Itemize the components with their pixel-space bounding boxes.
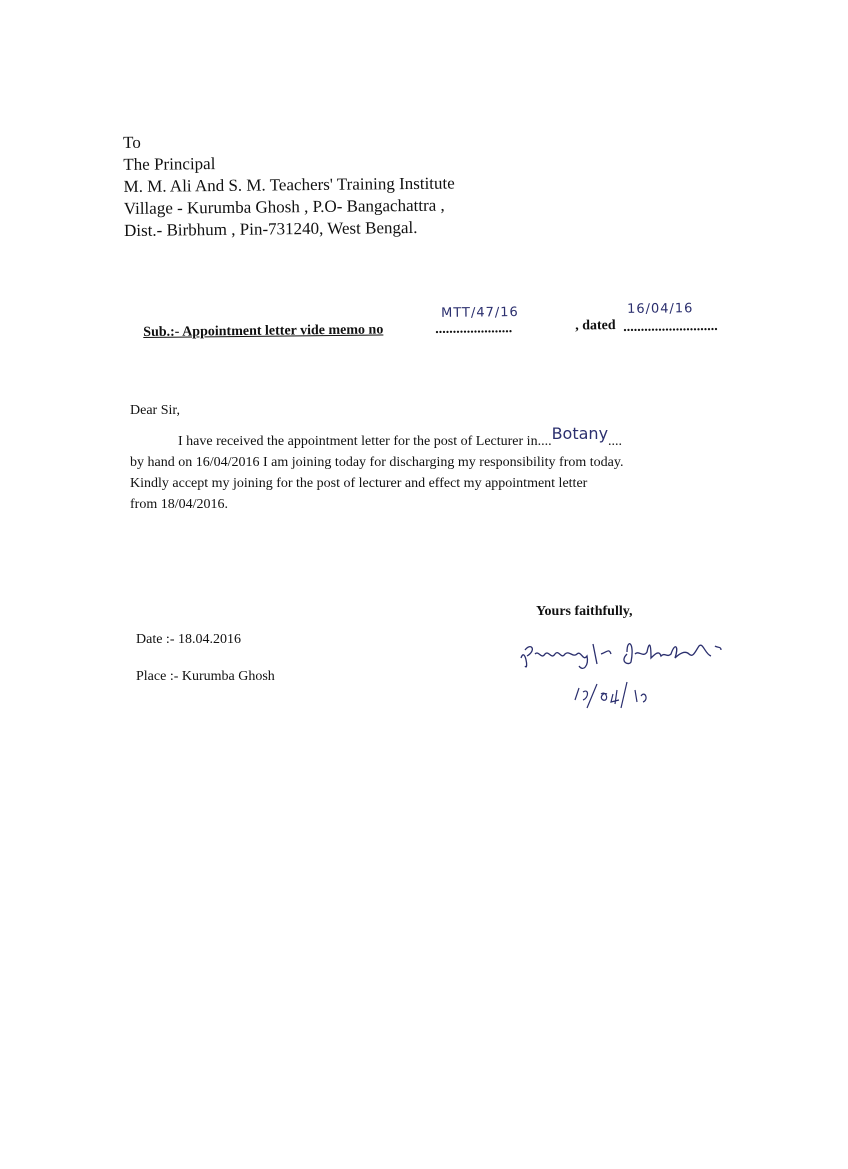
subject-handwritten: Botany xyxy=(551,424,609,443)
place-line: Place :- Kurumba Ghosh xyxy=(136,669,275,684)
body-line-1 xyxy=(130,424,745,452)
memo-dots: ...................... xyxy=(435,321,513,337)
dated-label: , dated xyxy=(575,318,616,334)
recipient-district: Dist.- Birbhum , Pin-731240, West Bengal. xyxy=(123,217,418,240)
date-line: Date :- 18.04.2016 xyxy=(136,632,241,647)
subject-dots-before: .... xyxy=(537,434,552,449)
letter-body xyxy=(130,400,745,515)
body-line-3: Kindly accept my joining for the post of lecturer and effect my appointment letter xyxy=(130,476,588,491)
date-dots: ........................... xyxy=(623,318,718,335)
body-line-2: by hand on 16/04/2016 I am joining today for discharging my responsibility from today. xyxy=(130,455,624,470)
date-handwritten: 16/04/16 xyxy=(626,301,694,317)
subject-line xyxy=(143,303,743,349)
recipient-address xyxy=(123,129,455,242)
closing: Yours faithfully, xyxy=(536,604,633,619)
body-line-4: from 18/04/2016. xyxy=(130,497,228,512)
to-line: To xyxy=(123,132,141,152)
body-line-1-text: I have received the appointment letter for the post of Lecturer in xyxy=(178,434,538,449)
subject-label: Sub.:- Appointment letter vide memo no xyxy=(143,322,384,340)
memo-handwritten: MTT/47/16 xyxy=(440,305,519,321)
subject-dots-after: .... xyxy=(608,434,623,449)
recipient-title: The Principal xyxy=(123,154,216,174)
recipient-institute: M. M. Ali And S. M. Teachers' Training Institute xyxy=(123,173,455,196)
salutation: Dear Sir, xyxy=(130,403,180,418)
recipient-village: Village - Kurumba Ghosh , P.O- Bangachattra , xyxy=(123,195,445,218)
handwritten-signature xyxy=(515,632,755,722)
